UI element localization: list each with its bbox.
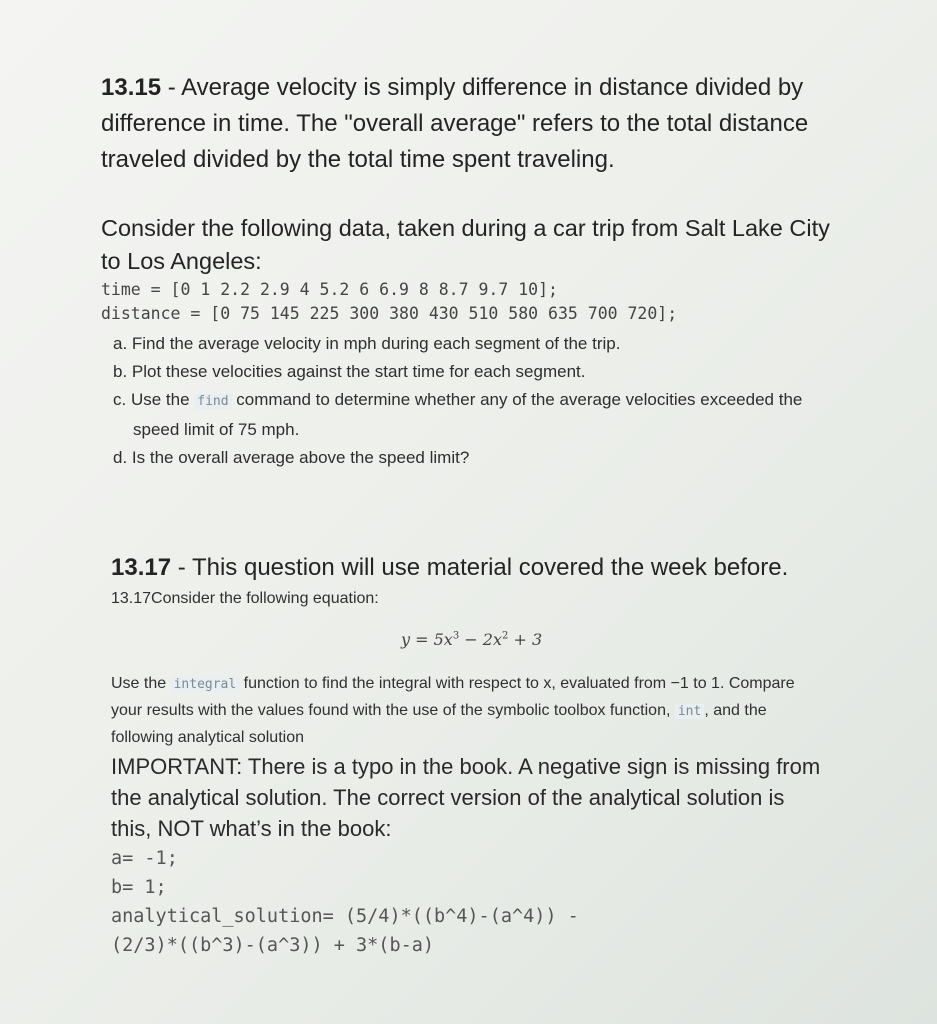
- q1315-number: 13.15: [101, 74, 162, 101]
- q1317-consider: 13.17Consider the following equation:: [111, 590, 379, 607]
- code-analytical-line-2: (2/3)*((b^3)-(a^3)) + 3*(b-a): [111, 935, 435, 956]
- line2-post: , and the: [704, 702, 767, 719]
- question-13-15: [101, 70, 901, 472]
- important-line-2: the analytical solution. The correct version of the analytical solution is: [111, 785, 785, 810]
- q1317-number: 13.17: [111, 554, 172, 581]
- line2-pre: your results with the values found with the use of the symbolic toolbox function,: [111, 702, 675, 719]
- q1315-task-list: [113, 330, 901, 472]
- task-c: [113, 386, 901, 416]
- use-mid: function to find the integral with respect to x, evaluated from −1 to 1. Compare: [239, 675, 795, 692]
- question-13-17: [111, 550, 891, 960]
- code-a: a= -1;: [111, 848, 178, 869]
- q1317-use-line-1: [111, 671, 891, 698]
- task-c-post: command to determine whether any of the average velocities exceeded the: [231, 390, 803, 409]
- time-array-code: time = [0 1 2.2 2.9 4 5.2 6 6.9 8 8.7 9.7 10];: [101, 280, 558, 299]
- use-pre: Use the: [111, 675, 171, 692]
- q1315-separator: -: [161, 74, 182, 101]
- q1317-heading: [111, 550, 891, 586]
- important-line-3: this, NOT what’s in the book:: [111, 816, 392, 841]
- task-a: a. Find the average velocity in mph during each segment of the trip.: [113, 334, 621, 353]
- q1315-consider-line-2: to Los Angeles:: [101, 248, 262, 274]
- q1317-use-line-2: [111, 698, 891, 725]
- q1315-intro-line-1: [101, 70, 901, 106]
- eq-middle: − 2x: [459, 630, 502, 649]
- eq-exponent-1: 3: [452, 630, 460, 642]
- task-c-continued: speed limit of 75 mph.: [133, 420, 300, 439]
- int-code: int: [675, 704, 704, 719]
- task-b: b. Plot these velocities against the start time for each segment.: [113, 362, 586, 381]
- q1315-intro-line-3: traveled divided by the total time spent traveling.: [101, 146, 615, 173]
- q1317-heading-text: This question will use material covered the week before.: [191, 554, 789, 581]
- equation: [401, 630, 891, 649]
- eq-end: + 3: [508, 630, 543, 649]
- eq-lhs: y = 5x: [401, 630, 453, 649]
- distance-array-code: distance = [0 75 145 225 300 380 430 510 580 635 700 720];: [101, 304, 678, 323]
- code-analytical-line-1: analytical_solution= (5/4)*((b^4)-(a^4)) -: [111, 906, 579, 927]
- task-c-pre: c. Use the: [113, 390, 195, 409]
- eq-exponent-2: 2: [501, 630, 509, 642]
- q1315-intro-text-1: Average velocity is simply difference in distance divided by: [181, 74, 804, 101]
- find-code: find: [194, 394, 231, 409]
- q1315-intro-line-2: difference in time. The "overall average" refers to the total distance: [101, 110, 809, 137]
- code-b: b= 1;: [111, 877, 167, 898]
- q1317-use-line-3: following analytical solution: [111, 729, 304, 746]
- q1315-consider-line-1: Consider the following data, taken during a car trip from Salt Lake City: [101, 215, 830, 241]
- important-line-1: IMPORTANT: There is a typo in the book. A negative sign is missing from: [111, 754, 821, 779]
- q1317-separator: -: [171, 554, 192, 581]
- integral-code: integral: [171, 677, 240, 692]
- task-d: d. Is the overall average above the speed limit?: [113, 448, 470, 467]
